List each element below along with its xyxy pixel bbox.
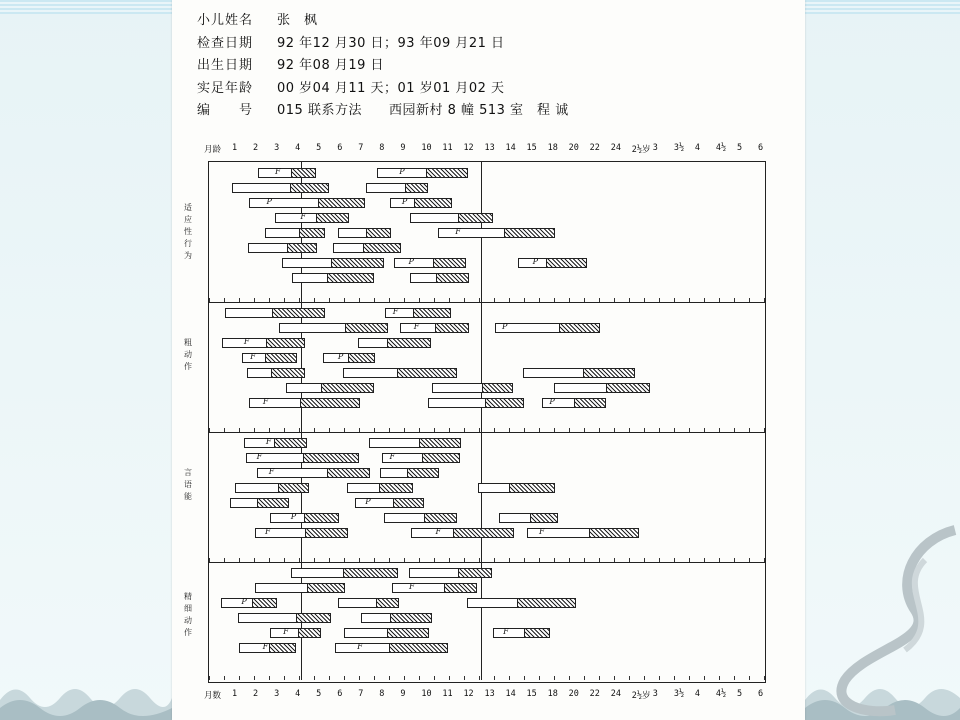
- milestone-bar: [432, 383, 513, 393]
- axis-tick-label: 2½岁: [631, 691, 651, 701]
- slide-left-margin: [0, 0, 172, 720]
- bar-tag: P: [408, 257, 414, 266]
- axis-tick-label: 14: [505, 689, 516, 699]
- milestone-bar: [369, 438, 461, 448]
- section-label: 精细动作: [184, 592, 192, 637]
- bar-hatch: [436, 274, 468, 282]
- axis-tick-label: 10: [421, 689, 432, 699]
- bar-hatch: [559, 324, 600, 332]
- bar-hatch: [393, 499, 423, 507]
- bar-tag: F: [435, 527, 442, 536]
- bar-hatch: [583, 369, 634, 377]
- axis-tick-label: 22: [589, 143, 600, 153]
- info-value: 92 年12 月30 日；93 年09 月21 日: [277, 35, 505, 51]
- axis-tick-label: 22: [589, 689, 600, 699]
- axis-tick-label: 3: [274, 143, 280, 153]
- patient-info: [197, 10, 569, 123]
- bar-hatch: [290, 184, 328, 192]
- bar-hatch: [530, 514, 556, 522]
- info-label: 编 号: [197, 103, 254, 118]
- bar-hatch: [252, 599, 276, 607]
- milestone-bar: [239, 643, 296, 653]
- bar-hatch: [287, 244, 315, 252]
- bar-hatch: [257, 499, 288, 507]
- bar-tag: P: [532, 257, 539, 266]
- bar-hatch: [589, 529, 638, 537]
- chart-section: [184, 302, 765, 433]
- axis-tick-label: 5: [736, 143, 743, 153]
- axis-tick-label: 4: [295, 143, 301, 153]
- axis-top: [204, 143, 768, 157]
- bar-tag: F: [265, 527, 271, 536]
- milestone-bar: [438, 228, 555, 238]
- bar-hatch: [422, 454, 459, 462]
- bar-hatch: [271, 369, 304, 377]
- section-label: 适应性行为: [184, 203, 192, 260]
- milestone-bar: [292, 273, 374, 283]
- bar-hatch: [379, 484, 412, 492]
- axis-tick-label: 3½: [673, 143, 685, 153]
- bar-hatch: [269, 644, 295, 652]
- bar-hatch: [482, 384, 512, 392]
- dragon-decoration-icon: [805, 520, 960, 720]
- axis-tick-label: 6: [758, 689, 764, 699]
- axis-tick-label: 18: [547, 143, 558, 153]
- info-row: [197, 10, 569, 33]
- bar-tag: F: [250, 352, 256, 361]
- axis-tick-label: 2: [253, 689, 259, 699]
- milestone-bar: [238, 613, 331, 623]
- bar-hatch: [424, 514, 456, 522]
- bar-hatch: [444, 584, 476, 592]
- bar-hatch: [419, 439, 460, 447]
- bar-hatch: [389, 644, 447, 652]
- milestone-bar: [382, 453, 460, 463]
- bar-hatch: [390, 614, 431, 622]
- info-row: [197, 78, 569, 101]
- info-label: 实足年龄: [197, 80, 254, 96]
- milestone-bar: [249, 398, 361, 408]
- bar-hatch: [363, 244, 400, 252]
- bar-hatch: [574, 399, 605, 407]
- reference-line: [481, 432, 482, 562]
- milestone-bar: [380, 468, 439, 478]
- milestone-bar: [286, 383, 374, 393]
- bar-hatch: [504, 229, 555, 237]
- wave-decoration-icon: [0, 660, 172, 720]
- axis-tick-label: 13: [484, 689, 495, 699]
- bar-hatch: [305, 529, 346, 537]
- milestone-bar: [222, 338, 305, 348]
- axis-tick-label: 8: [379, 689, 385, 699]
- axis-tick-label: 5: [736, 689, 743, 699]
- info-value: 00 岁04 月11 天；01 岁01 月02 天: [277, 80, 505, 96]
- milestone-bar: [467, 598, 576, 608]
- bar-tag: F: [262, 642, 269, 651]
- bar-hatch: [433, 259, 465, 267]
- bar-hatch: [307, 584, 343, 592]
- bar-hatch: [435, 324, 468, 332]
- bar-hatch: [321, 384, 373, 392]
- axis-tick-label: 3: [652, 689, 658, 699]
- milestone-bar: [257, 468, 370, 478]
- section-label: 粗动作: [184, 338, 192, 371]
- bar-tag: F: [503, 627, 509, 636]
- bar-hatch: [366, 229, 390, 237]
- axis-tick-label: 5: [316, 689, 322, 699]
- bar-tag: F: [539, 527, 545, 536]
- milestone-bar: [384, 513, 457, 523]
- milestone-bar: [232, 183, 329, 193]
- milestone-bar: [323, 353, 375, 363]
- milestone-bar: [394, 258, 467, 268]
- axis-tick-label: 4: [295, 689, 301, 699]
- axis-tick-label: 13: [484, 143, 495, 153]
- bar-hatch: [509, 484, 554, 492]
- bar-tag: F: [300, 212, 306, 221]
- bar-tag: F: [392, 307, 399, 316]
- milestone-bar: [255, 583, 345, 593]
- milestone-bar: [225, 308, 324, 318]
- milestone-bar: [242, 353, 297, 363]
- milestone-bar: [493, 628, 549, 638]
- milestone-bar: [246, 453, 359, 463]
- milestone-bar: [409, 568, 491, 578]
- axis-tick-label: 10: [421, 143, 432, 153]
- chart-section: [184, 162, 765, 303]
- bar-tag: P: [501, 322, 508, 331]
- milestone-bar: [235, 483, 309, 493]
- bar-tag: P: [399, 167, 405, 176]
- reference-line: [481, 302, 482, 432]
- info-label: 检查日期: [197, 35, 254, 51]
- bar-hatch: [376, 599, 398, 607]
- milestone-bar: [249, 198, 366, 208]
- milestone-bar: [338, 228, 391, 238]
- milestone-bar: [221, 598, 277, 608]
- milestone-bar: [255, 528, 348, 538]
- bar-tag: F: [274, 167, 281, 176]
- bar-hatch: [345, 324, 387, 332]
- axis-tick-label: 4: [694, 143, 700, 153]
- axis-tick-label: 6: [758, 143, 764, 153]
- milestone-bar: [361, 613, 432, 623]
- axis-tick-label: 24: [610, 143, 621, 153]
- milestone-bar: [358, 338, 432, 348]
- axis-tick-label: 6: [337, 143, 343, 153]
- axis-tick-label: 11: [442, 689, 453, 699]
- bar-tag: F: [243, 337, 250, 346]
- bar-tag: P: [401, 197, 408, 206]
- milestone-bar: [344, 628, 429, 638]
- chart-section: [184, 432, 765, 563]
- bar-hatch: [327, 274, 373, 282]
- milestone-bar: [355, 498, 424, 508]
- info-row: [197, 33, 569, 56]
- milestone-bar: [523, 368, 635, 378]
- milestone-bar: [411, 528, 514, 538]
- bar-hatch: [517, 599, 576, 607]
- bar-hatch: [348, 354, 374, 362]
- bar-tag: P: [549, 397, 555, 406]
- axis-tick-label: 9: [400, 143, 406, 153]
- axis-tick-label: 24: [610, 689, 621, 699]
- bar-tag: F: [256, 452, 263, 461]
- milestone-bar: [343, 368, 456, 378]
- bar-hatch: [331, 259, 383, 267]
- bar-tag: F: [265, 437, 272, 446]
- milestone-bar: [377, 168, 468, 178]
- axis-tick-label: 1: [232, 143, 238, 153]
- bar-hatch: [407, 469, 438, 477]
- bar-hatch: [304, 514, 338, 522]
- milestone-bar: [279, 323, 388, 333]
- axis-tick-label: 15: [526, 689, 537, 699]
- bar-hatch: [405, 184, 428, 192]
- bar-hatch: [343, 569, 397, 577]
- bar-hatch: [413, 309, 450, 317]
- bar-hatch: [387, 629, 428, 637]
- milestone-bar: [518, 258, 587, 268]
- milestone-bar: [291, 568, 398, 578]
- axis-tick-label: 5: [316, 143, 322, 153]
- milestone-bar: [385, 308, 451, 318]
- milestone-bar: [527, 528, 639, 538]
- tick-marks: [209, 676, 765, 680]
- axis-tick-label: 20: [568, 689, 579, 699]
- axis-tick-label: 14: [505, 143, 516, 153]
- reference-line: [301, 432, 302, 562]
- bar-tag: F: [357, 642, 363, 651]
- milestone-bar: [247, 368, 305, 378]
- chart-section: [184, 562, 765, 680]
- milestone-bar: [554, 383, 650, 393]
- milestone-bar: [270, 513, 339, 523]
- milestone-bar: [347, 483, 413, 493]
- info-value: 张 枫: [277, 13, 318, 28]
- axis-tick-label: 8: [379, 143, 385, 153]
- milestone-bar: [410, 213, 493, 223]
- milestone-bar: [335, 643, 447, 653]
- milestone-bar: [428, 398, 524, 408]
- info-value: 92 年08 月19 日: [277, 58, 385, 73]
- bar-hatch: [327, 469, 370, 477]
- axis-title: 月龄: [204, 145, 222, 155]
- bar-tag: F: [455, 227, 461, 236]
- bar-hatch: [274, 439, 306, 447]
- bar-hatch: [397, 369, 456, 377]
- info-label: 小儿姓名: [197, 13, 254, 28]
- bar-tag: P: [365, 497, 371, 506]
- milestone-bar: [338, 598, 400, 608]
- axis-tick-label: 12: [463, 143, 474, 153]
- info-label: 出生日期: [197, 58, 254, 73]
- milestone-bar: [478, 483, 555, 493]
- reference-line: [301, 302, 302, 432]
- bar-hatch: [266, 339, 304, 347]
- bar-hatch: [453, 529, 513, 537]
- bar-tag: F: [262, 397, 269, 406]
- axis-tick-label: 2½岁: [631, 145, 651, 155]
- chart-grid: [184, 161, 766, 683]
- milestone-bar: [495, 323, 600, 333]
- axis-title: 月数: [204, 691, 222, 701]
- section-label: 言语能: [184, 468, 192, 501]
- info-row: [197, 100, 569, 123]
- info-row: [197, 55, 569, 78]
- axis-tick-label: 3: [652, 143, 658, 153]
- milestone-bar: [366, 183, 428, 193]
- axis-bottom: [204, 689, 768, 703]
- axis-tick-label: 3½: [673, 689, 685, 699]
- axis-tick-label: 20: [568, 143, 579, 153]
- info-value: 015 联系方法 西园新村 8 幢 513 室 程 诚: [277, 103, 569, 118]
- axis-tick-label: 18: [547, 689, 558, 699]
- bar-hatch: [387, 339, 430, 347]
- bar-hatch: [278, 484, 308, 492]
- milestone-bar: [333, 243, 402, 253]
- bar-hatch: [272, 309, 324, 317]
- bar-hatch: [316, 214, 349, 222]
- milestone-bar: [499, 513, 558, 523]
- milestone-bar: [244, 438, 307, 448]
- milestone-bar: [400, 323, 470, 333]
- bar-hatch: [458, 214, 492, 222]
- axis-tick-label: 3: [274, 689, 280, 699]
- milestone-bar: [390, 198, 452, 208]
- axis-tick-label: 11: [442, 143, 453, 153]
- milestone-bar: [265, 228, 325, 238]
- bar-hatch: [265, 354, 296, 362]
- bar-hatch: [300, 399, 359, 407]
- axis-tick-label: 12: [463, 689, 474, 699]
- bar-tag: F: [283, 627, 289, 636]
- bar-tag: F: [268, 467, 275, 476]
- axis-tick-label: 9: [400, 689, 406, 699]
- axis-tick-label: 7: [358, 143, 364, 153]
- bar-hatch: [546, 259, 586, 267]
- milestone-bar: [230, 498, 289, 508]
- bar-hatch: [296, 614, 330, 622]
- bar-tag: F: [389, 452, 396, 461]
- milestone-bar: [270, 628, 321, 638]
- axis-tick-label: 7: [358, 689, 364, 699]
- bar-hatch: [485, 399, 523, 407]
- milestone-bar: [248, 243, 316, 253]
- bar-hatch: [299, 229, 323, 237]
- bar-tag: P: [241, 597, 247, 606]
- axis-tick-label: 4½: [715, 689, 727, 699]
- milestone-bar: [392, 583, 476, 593]
- bar-hatch: [298, 629, 319, 637]
- bar-hatch: [318, 199, 365, 207]
- bar-hatch: [303, 454, 358, 462]
- axis-tick-label: 1: [232, 689, 238, 699]
- bar-tag: F: [409, 582, 415, 591]
- axis-tick-label: 6: [337, 689, 343, 699]
- bar-tag: P: [290, 512, 297, 521]
- axis-tick-label: 4½: [715, 143, 727, 153]
- axis-tick-label: 2: [253, 143, 259, 153]
- bar-tag: P: [337, 352, 344, 361]
- document-page: [172, 0, 805, 720]
- axis-tick-label: 15: [526, 143, 537, 153]
- bar-hatch: [606, 384, 649, 392]
- milestone-bar: [542, 398, 606, 408]
- bar-tag: P: [266, 197, 272, 206]
- milestone-bar: [282, 258, 384, 268]
- bar-hatch: [524, 629, 549, 637]
- bar-hatch: [414, 199, 451, 207]
- bar-hatch: [291, 169, 315, 177]
- bar-hatch: [458, 569, 490, 577]
- bar-tag: F: [413, 322, 420, 331]
- bar-hatch: [426, 169, 467, 177]
- milestone-bar: [258, 168, 316, 178]
- milestone-bar: [410, 273, 469, 283]
- milestone-bar: [275, 213, 350, 223]
- reference-line: [481, 562, 482, 680]
- development-chart: [184, 143, 768, 703]
- axis-tick-label: 4: [694, 689, 700, 699]
